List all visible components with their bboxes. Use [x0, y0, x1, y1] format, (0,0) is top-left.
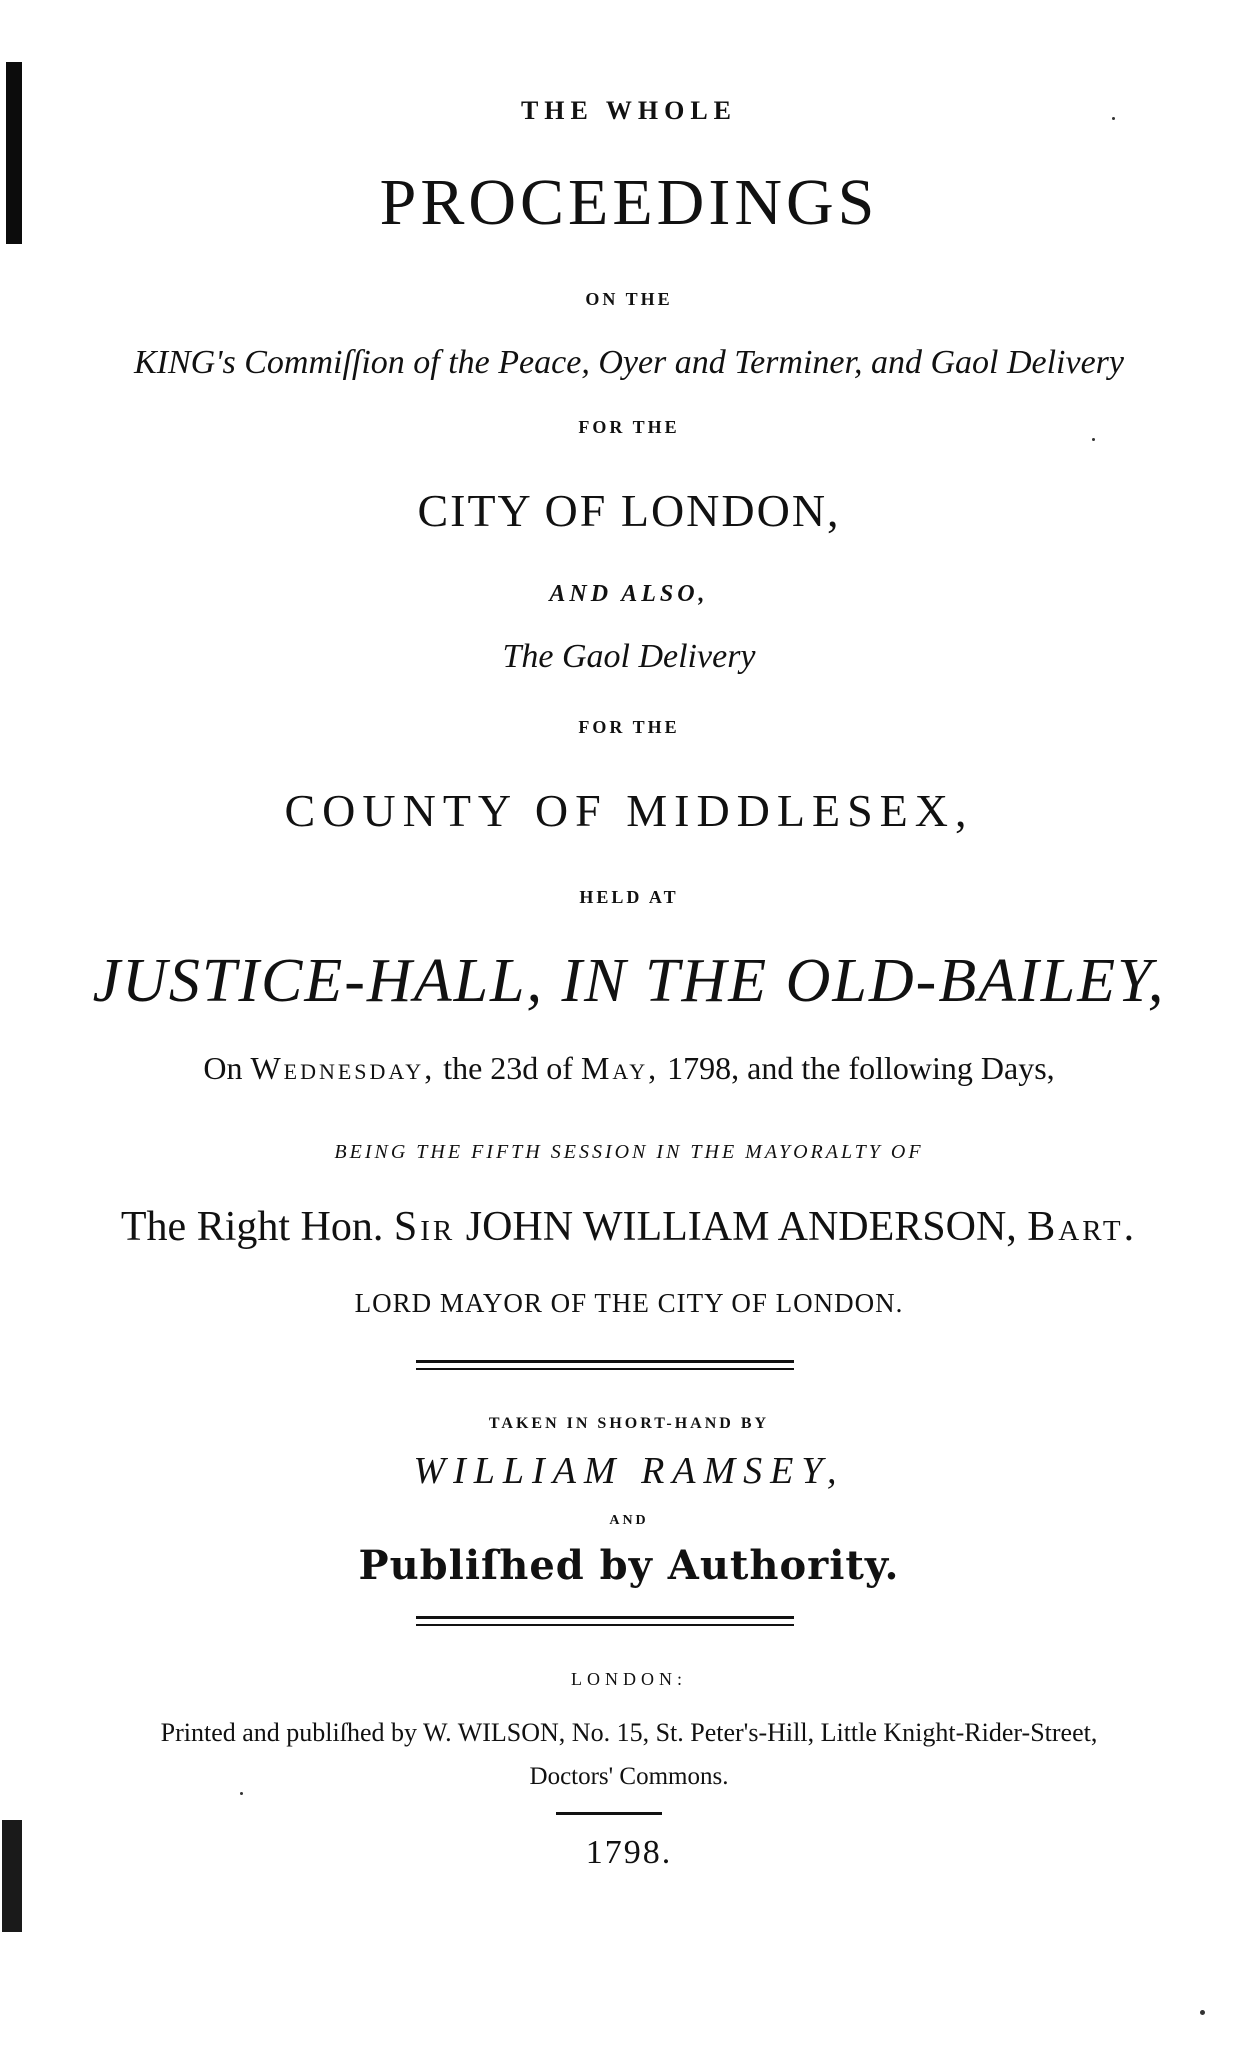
kings-text: KING's [133, 344, 236, 381]
year-rule [556, 1812, 662, 1815]
city-of-london-heading: CITY OF LONDON, [417, 485, 841, 536]
scan-speck [1200, 2010, 1205, 2015]
divider-rule-top-1 [416, 1360, 794, 1363]
justice-hall-heading: JUSTICE-HALL, IN THE OLD-BAILEY, [92, 947, 1166, 1015]
published-by-authority: Publiſhed by Authority. [358, 1542, 900, 1589]
divider-rule-bottom-1 [416, 1616, 794, 1619]
the-whole-heading: THE WHOLE [520, 96, 738, 125]
on-word: On [203, 1050, 243, 1086]
right-hon-text: The Right Hon. [120, 1204, 384, 1250]
on-the-label: ON THE [585, 289, 673, 309]
publication-year: 1798. [585, 1834, 673, 1871]
gaol-delivery-line: The Gaol Delivery [502, 638, 756, 675]
fifth-session-line: BEING THE FIFTH SESSION IN THE MAYORALTY OF [334, 1141, 924, 1163]
date-rest: 1798, and the following Days, [667, 1050, 1055, 1086]
commission-text: Commiſſion of the Peace, Oyer and Terminer, and Gaol Delivery [244, 344, 1124, 381]
wednesday-word: Wednesday, [250, 1050, 436, 1086]
county-of-middlesex-heading: COUNTY OF MIDDLESEX, [284, 785, 974, 836]
mayor-name-text: JOHN WILLIAM ANDERSON, [465, 1204, 1017, 1250]
commission-line [0, 346, 1258, 380]
date-word: the 23d of [443, 1050, 573, 1086]
proceedings-title: PROCEEDINGS [379, 166, 879, 239]
london-imprint-label: LONDON: [571, 1669, 687, 1689]
bart-text: Bart. [1027, 1204, 1138, 1250]
taken-in-shorthand-label: TAKEN IN SHORT-HAND BY [488, 1415, 770, 1432]
for-the-label-1: FOR THE [578, 417, 680, 437]
reporter-name: WILLIAM RAMSEY, [413, 1450, 845, 1492]
printer-line: Printed and publiſhed by W. WILSON, No. 15, St. Peter's-Hill, Little Knight-Rider-Street, [160, 1718, 1098, 1747]
month-word: May, [580, 1050, 660, 1086]
and-label: AND [609, 1513, 649, 1528]
scan-speck [240, 1792, 243, 1795]
session-date-line [0, 1052, 1258, 1084]
divider-rule-top-2 [416, 1368, 794, 1370]
doctors-commons-line: Doctors' Commons. [529, 1763, 729, 1790]
sir-text: Sir [393, 1204, 456, 1250]
and-also-label: AND ALSO, [549, 581, 709, 607]
lord-mayor-name-line [0, 1206, 1258, 1248]
lord-mayor-title: LORD MAYOR OF THE CITY OF LONDON. [354, 1288, 904, 1318]
divider-rule-bottom-2 [416, 1624, 794, 1626]
held-at-label: HELD AT [579, 887, 679, 907]
for-the-label-2: FOR THE [578, 717, 680, 737]
scan-speck [1092, 438, 1095, 441]
